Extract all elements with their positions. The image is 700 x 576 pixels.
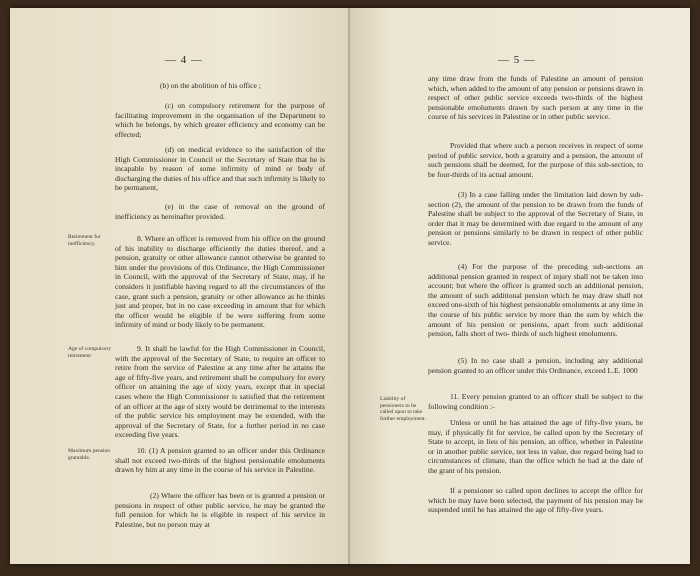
section-8: 8. Where an officer is removed from his office on the ground of his inability to discharge efficiently the duties thereof, and a pension, gratuity or other allowance cannot otherwise be granted to him under the provisions of this Ordinance, the High Commissioner in Council, with the approval of the Secretary of State, may, if he considers it justifiable having regard to all the circumstances of the case, grant such a pension, gratuity or other allowance as he thinks just and proper, but in no case exceeding in amount that for which the officer would be eligible if he were suffering from some infirmity of mind or body likely to be permanent. — [115, 234, 325, 330]
condition-if-pensioner: If a pensioner so called upon declines to accept the office for which he may have been selected, the payment of his pension may be suspended until he has attained the age of fifty-five years. — [428, 486, 643, 515]
subsection-4: (4) For the purpose of the preceding sub-sections an additional pension granted in respect of injury shall not be taken into account; but where the officer is granted such an additional pension, the amount of such additional pension which he may draw shall not exceed one-sixth of his highest pensionable emoluments at any time in the course of his public service by more than the sum by which the amount of his pension or pensions, apart from such additional pension, falls short of two- thirds of such highest emoluments. — [428, 262, 643, 339]
condition-unless: Unless or until he has attained the age of fifty-five years, he may, if physically fit for service, be called upon by the Secretary of State to accept, in lieu of his pension, an office, whether in Palestine or in another public service, not less in value, due regard being had to circumstances of climate, than the office which he had at the date of the grant of his pension. — [428, 418, 643, 475]
section-11: 11. Every pension granted to an officer shall be subject to the following condition :- — [428, 392, 643, 411]
document-spread — [10, 8, 690, 564]
page-number: — 4 — — [165, 54, 203, 66]
clause-e: (e) in the case of removal on the ground of inefficiency as hereinafter provided. — [115, 202, 325, 221]
proviso: Provided that where such a person receives in respect of some period of public service, both a gratuity and a pension, the amount of such pensions shall be deemed, for the purpose of this sub-section, to be four-thirds of its actual amount. — [428, 141, 643, 179]
clause-b: (b) on the abolition of his office ; — [160, 81, 261, 90]
margin-note-maximum: Maximum pension grantable. — [68, 448, 111, 461]
margin-note-liability: Liability of pensioners to be called upon to take further employment. — [380, 396, 426, 422]
section-10-1: 10. (1) A pension granted to an officer under this Ordinance shall not exceed two-thirds of the highest pensionable emoluments drawn by him at any time in the course of his service in Palestine. — [115, 446, 325, 475]
clause-c: (c) on compulsory retirement for the purpose of facilitating improvement in the organisation of the Department to which he belongs, by which greater efficiency and economy can be effected; — [115, 101, 325, 139]
right-page — [350, 8, 690, 564]
margin-note-retirement: Retirement for inefficiency. — [68, 234, 101, 247]
subsection-5: (5) In no case shall a pension, including any additional pension granted to an officer under this Ordinance, exceed L.E. 1000 — [428, 356, 643, 375]
section-9: 9. It shall be lawful for the High Commissioner in Council, with the approval of the Secretary of State, to require an officer to retire from the service of Palestine at any time after he attains the age of fifty-five years, and retirement shall be compulsory for every officer on attaining the age of sixty years, except that in special cases where the High Commissioner is satisfied that the retirement of an officer at the age of sixty would be detrimental to the interests of the public service his employment may be extended, with the approval of the Secretary of State, for a further period in no case exceeding five years. — [115, 344, 325, 440]
clause-d: (d) on medical evidence to the satisfaction of the High Commissioner in Council or the Secretary of State that he is incapable by reason of some infirmity of mind or body of discharging the duties of his office and that such infirmity is likely to be permanent, — [115, 145, 325, 193]
continuation-paragraph: any time draw from the funds of Palestine an amount of pension which, when added to the amount of any pension or pensions drawn in respect of other public service exceeds two-thirds of the highest pensionable emoluments drawn by such person at any time in the course of his services in Palestine or in other public service. — [428, 74, 643, 122]
left-page — [10, 8, 350, 564]
margin-note-age: Age of compulsory retirement — [68, 346, 112, 359]
page-number: — 5 — — [498, 54, 536, 66]
subsection-3: (3) In a case falling under the limitation laid down by sub-section (2), the amount of the pension to be drawn from the funds of Palestine shall be subject to the approval of the Secretary of State, in order that it may be determined with due regard to the amount of any pension or pensions similarly to be drawn in respect of other public service. — [428, 190, 643, 247]
section-10-2: (2) Where the officer has been or is granted a pension or pensions in respect of other public service, he may be granted the full pension for which he is eligible in respect of his service in Palestine, but no person may at — [115, 491, 325, 529]
